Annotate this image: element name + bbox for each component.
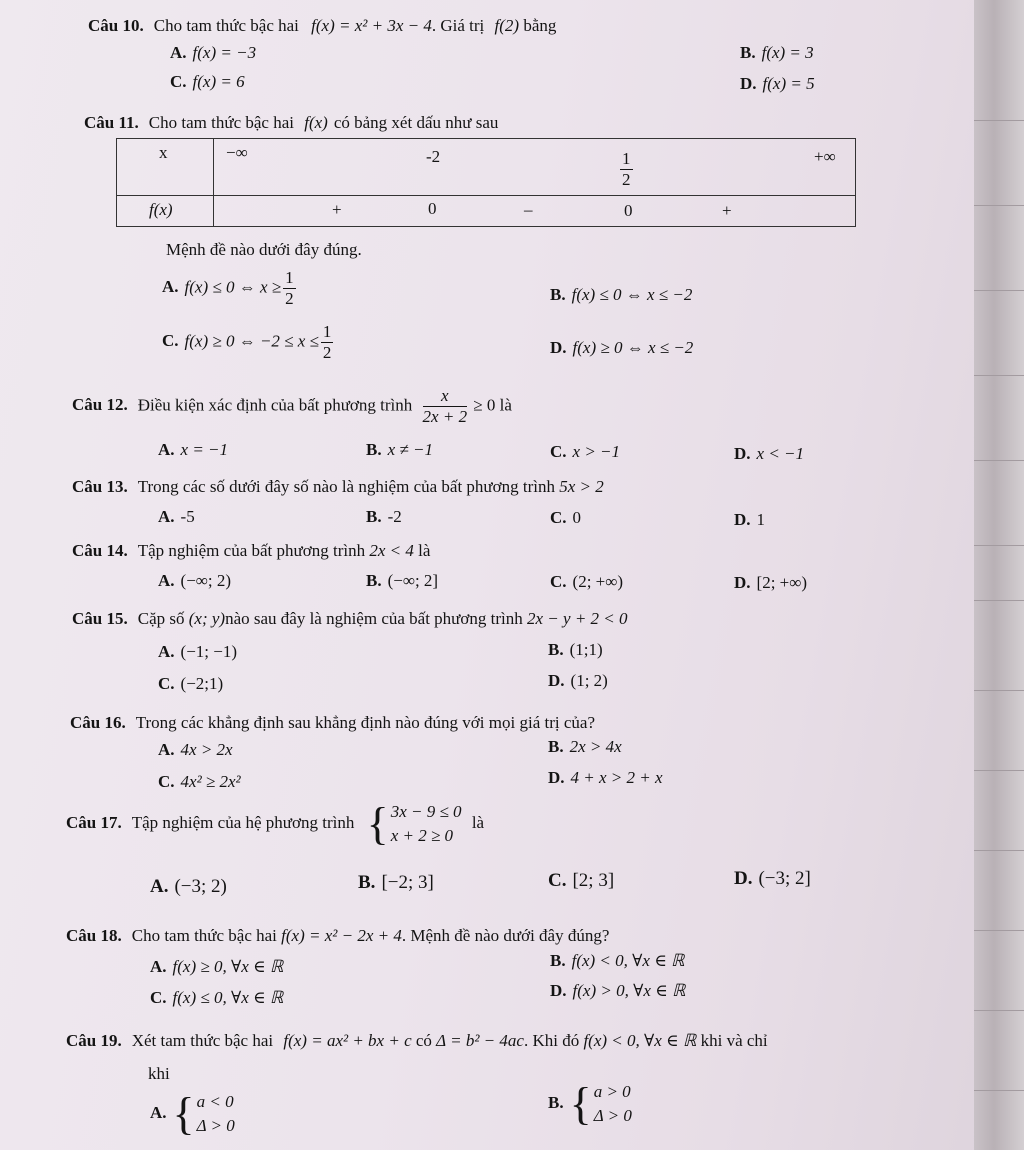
q17-option-a: A. (−3; 2)	[150, 876, 227, 897]
q14-option-c: C. (2; +∞)	[550, 572, 624, 591]
notebook-edge	[974, 0, 1024, 1150]
q10-option-c: C. f(x) = 6	[170, 72, 245, 91]
q13-option-b: B. -2	[366, 507, 402, 526]
question-17: Câu 17. Tập nghiệm của hệ phương trình { 3x − 9 ≤ 0 x + 2 ≥ 0 là	[66, 798, 485, 849]
question-12: Câu 12. Điều kiện xác định của bất phương trình $\frac{x}{2x + 2}$ ≥ 0 là	[72, 386, 512, 426]
q16-option-b: B. 2x > 4x	[548, 737, 622, 756]
sign-table	[116, 138, 856, 227]
question-18: Câu 18. Cho tam thức bậc hai f(x) = x² − 2x + 4. Mệnh đề nào dưới đây đúng?	[66, 926, 610, 945]
question-10: Câu 10. Cho tam thức bậc hai f(x) = x² + 3x − 4. Giá trị f(2) bằng	[88, 16, 557, 35]
q14-option-d: D. [2; +∞)	[734, 573, 808, 592]
q12-option-d: D. x < −1	[734, 444, 805, 463]
q18-option-d: D. f(x) > 0, ∀x ∈ ℝ	[550, 981, 686, 1000]
q17-option-c: C. [2; 3]	[548, 870, 615, 891]
q18-option-c: C. f(x) ≤ 0, ∀x ∈ ℝ	[150, 988, 284, 1007]
question-14: Câu 14. Tập nghiệm của bất phương trình 2x < 4 là	[72, 541, 431, 560]
question-13: Câu 13. Trong các số dưới đây số nào là nghiệm của bất phương trình 5x > 2	[72, 477, 604, 496]
q19-line2: khi	[148, 1064, 170, 1083]
q12-option-b: B. x ≠ −1	[366, 440, 433, 459]
q14-option-b: B. (−∞; 2]	[366, 571, 439, 590]
q19-option-b: B. { a > 0 Δ > 0	[548, 1078, 632, 1129]
q13-option-a: A. -5	[158, 507, 195, 526]
q15-option-a: A. (−1; −1)	[158, 642, 238, 661]
q11-prompt: Mệnh đề nào dưới đây đúng.	[166, 240, 362, 259]
sign-table-fx-header: f(x)	[117, 196, 214, 227]
sign-table-fx-signs: + 0 – 0 +	[214, 196, 856, 227]
q19-option-a: A. { a < 0 Δ > 0	[150, 1088, 235, 1139]
question-15: Câu 15. Cặp số (x; y)nào sau đây là nghiệm của bất phương trình 2x − y + 2 < 0	[72, 609, 628, 628]
q12-option-c: C. x > −1	[550, 442, 621, 461]
question-11: Câu 11. Cho tam thức bậc hai f(x) có bảng xét dấu như sau	[84, 113, 499, 132]
q11-option-b: B. f(x) ≤ 0 ⇔ x ≤ −2	[550, 285, 693, 304]
q10-option-d: D. f(x) = 5	[740, 74, 815, 93]
q15-option-d: D. (1; 2)	[548, 671, 608, 690]
q16-option-a: A. 4x > 2x	[158, 740, 233, 759]
q11-option-d: D. f(x) ≥ 0 ⇔ x ≤ −2	[550, 338, 694, 357]
q13-option-c: C. 0	[550, 508, 582, 527]
q12-option-a: A. x = −1	[158, 440, 229, 459]
q10-option-a: A. f(x) = −3	[170, 43, 257, 62]
q14-option-a: A. (−∞; 2)	[158, 571, 232, 590]
q16-option-d: D. 4 + x > 2 + x	[548, 768, 663, 787]
q17-option-d: D. (−3; 2]	[734, 868, 811, 889]
q11-option-c: C. f(x) ≥ 0 ⇔ −2 ≤ x ≤ $\frac{1}{2}$	[162, 322, 332, 362]
q18-option-a: A. f(x) ≥ 0, ∀x ∈ ℝ	[150, 957, 284, 976]
question-16: Câu 16. Trong các khẳng định sau khẳng định nào đúng với mọi giá trị của?	[70, 713, 595, 732]
q18-option-b: B. f(x) < 0, ∀x ∈ ℝ	[550, 951, 685, 970]
q15-option-c: C. (−2;1)	[158, 674, 224, 693]
sign-table-x-header: x	[117, 139, 214, 196]
q10-option-b: B. f(x) = 3	[740, 43, 814, 62]
q13-option-d: D. 1	[734, 510, 766, 529]
question-19: Câu 19. Xét tam thức bậc hai f(x) = ax² + bx + c có Δ = b² − 4ac. Khi đó f(x) < 0, ∀x ∈ ℝ khi và chỉ	[66, 1031, 768, 1050]
sign-table-x-values: −∞ -2 $\frac{1}{2}$ +∞	[214, 139, 856, 196]
q17-option-b: B. [−2; 3]	[358, 872, 434, 893]
q11-option-a: A. f(x) ≤ 0 ⇔ x ≥ $\frac{1}{2}$	[162, 268, 294, 308]
q16-option-c: C. 4x² ≥ 2x²	[158, 772, 241, 791]
q15-option-b: B. (1;1)	[548, 640, 603, 659]
